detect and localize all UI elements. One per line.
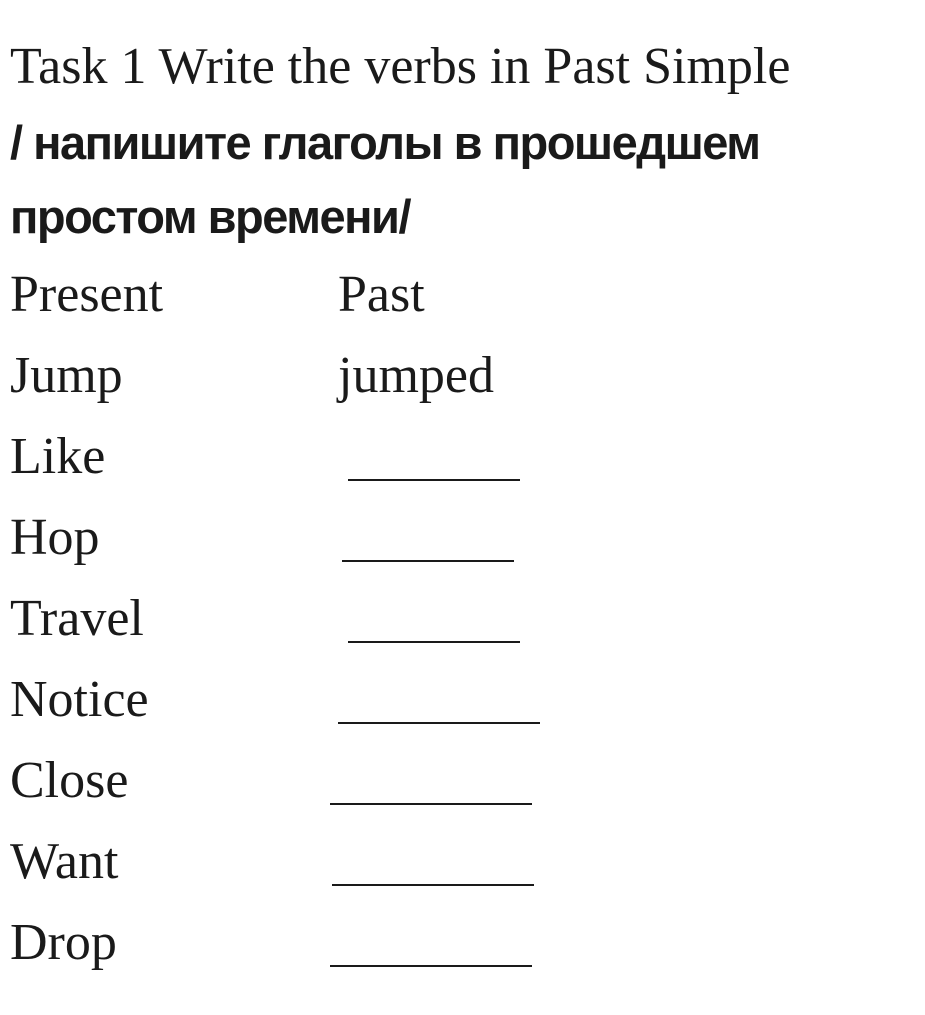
- answer-blank[interactable]: [330, 965, 532, 967]
- table-row: [10, 497, 910, 578]
- table-row: [10, 416, 910, 497]
- present-verb: Travel: [10, 590, 144, 647]
- past-verb: jumped: [338, 347, 494, 404]
- task-subtitle: / напишите глаголы в прошедшем простом времени/: [10, 116, 760, 243]
- present-verb: Drop: [10, 914, 117, 971]
- present-verb: Notice: [10, 671, 149, 728]
- present-verb: Want: [10, 833, 119, 890]
- answer-blank[interactable]: [332, 884, 534, 886]
- answer-blank[interactable]: [348, 641, 520, 643]
- table-row: [10, 335, 910, 416]
- answer-blank[interactable]: [342, 560, 514, 562]
- answer-blank[interactable]: [330, 803, 532, 805]
- table-row: [10, 902, 910, 983]
- present-verb: Like: [10, 428, 106, 485]
- table-row: [10, 740, 910, 821]
- task-title: Task 1 Write the verbs in Past Simple: [10, 38, 791, 95]
- answer-blank[interactable]: [338, 722, 540, 724]
- table-row: [10, 659, 910, 740]
- worksheet: [10, 28, 910, 983]
- present-verb: Jump: [10, 347, 123, 404]
- column-header-past: Past: [338, 266, 425, 323]
- table-row: [10, 578, 910, 659]
- column-header-present: Present: [10, 266, 164, 323]
- answer-blank[interactable]: [348, 479, 520, 481]
- table-row: [10, 821, 910, 902]
- present-verb: Hop: [10, 509, 100, 566]
- present-verb: Close: [10, 752, 129, 809]
- table-header: [10, 254, 910, 335]
